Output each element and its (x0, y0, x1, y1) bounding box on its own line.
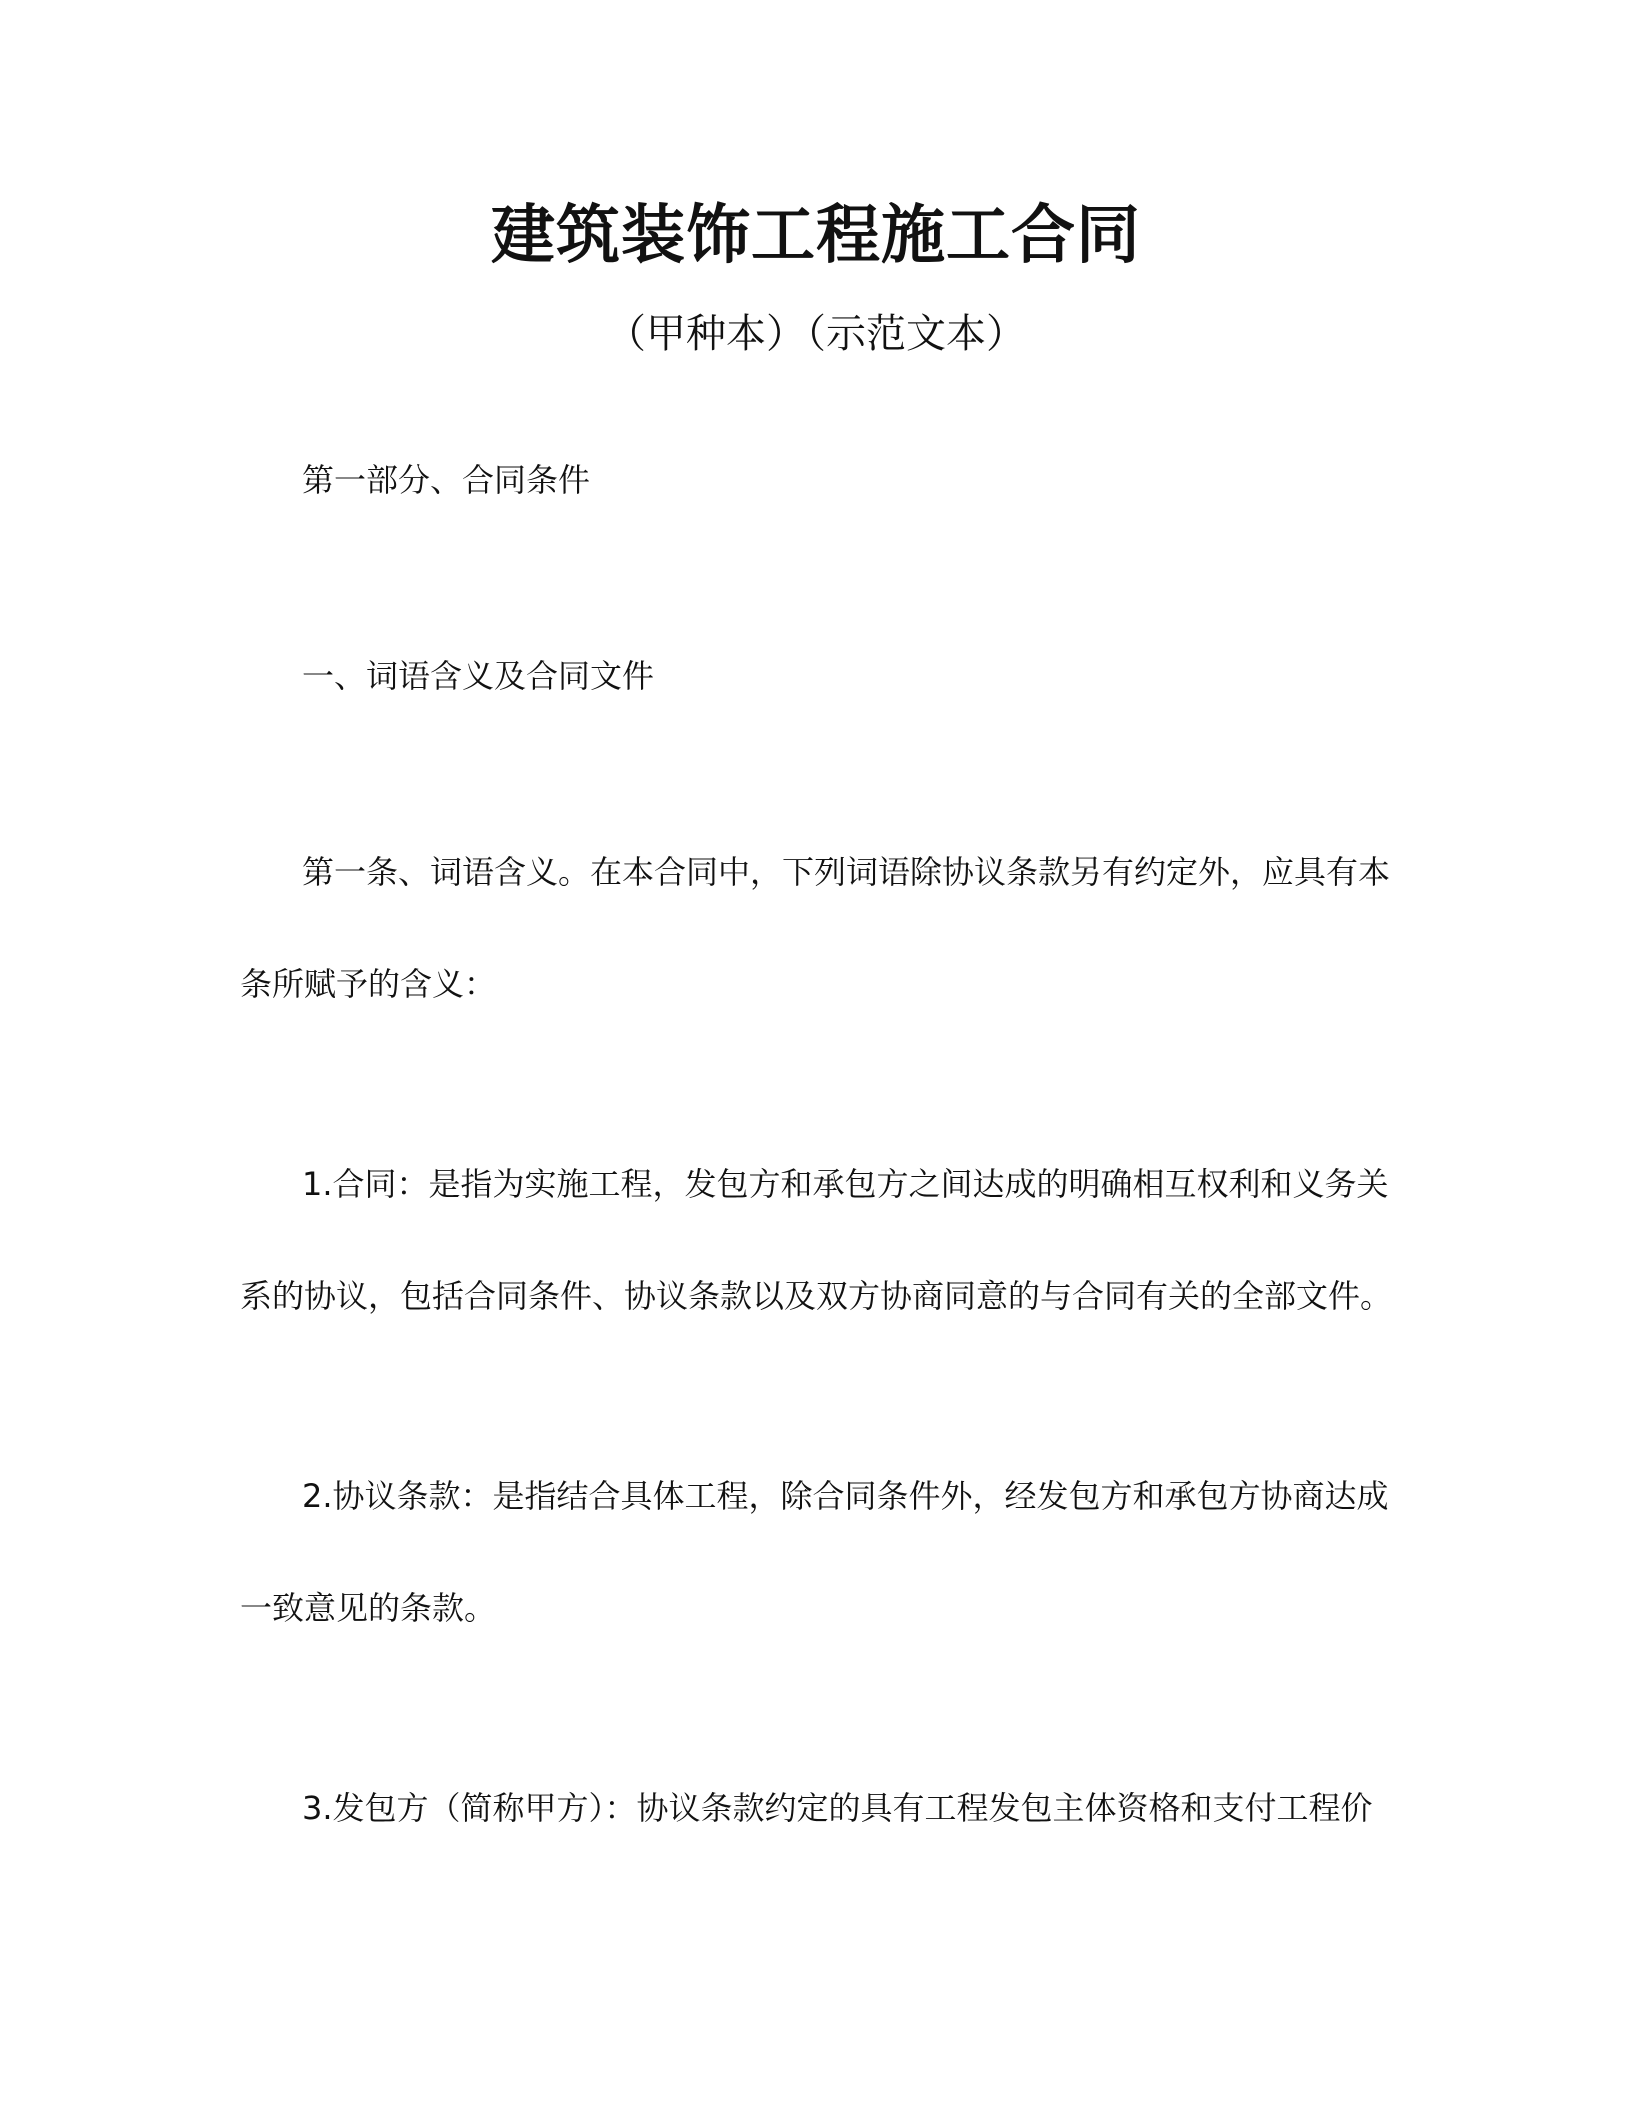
item-2-line-2: 一致意见的条款。 (240, 1589, 497, 1627)
item-1-line-2: 系的协议，包括合同条件、协议条款以及双方协商同意的与合同有关的全部文件。 (240, 1277, 1393, 1315)
document-subtitle: （甲种本）（示范文本） (606, 311, 1026, 357)
section-heading: 一、词语含义及合同文件 (302, 657, 655, 695)
clause-1-line-1: 第一条、词语含义。在本合同中，下列词语除协议条款另有约定外，应具有本 (302, 853, 1391, 891)
item-2-line-1: 2.协议条款：是指结合具体工程，除合同条件外，经发包方和承包方协商达成 (302, 1477, 1389, 1515)
item-3-line-1: 3.发包方（简称甲方）：协议条款约定的具有工程发包主体资格和支付工程价 (302, 1789, 1373, 1827)
document-title: 建筑装饰工程施工合同 (491, 199, 1141, 273)
item-1-line-1: 1.合同：是指为实施工程，发包方和承包方之间达成的明确相互权利和义务关 (302, 1165, 1389, 1203)
part-heading: 第一部分、合同条件 (302, 461, 591, 499)
clause-1-line-2: 条所赋予的含义： (240, 965, 497, 1003)
